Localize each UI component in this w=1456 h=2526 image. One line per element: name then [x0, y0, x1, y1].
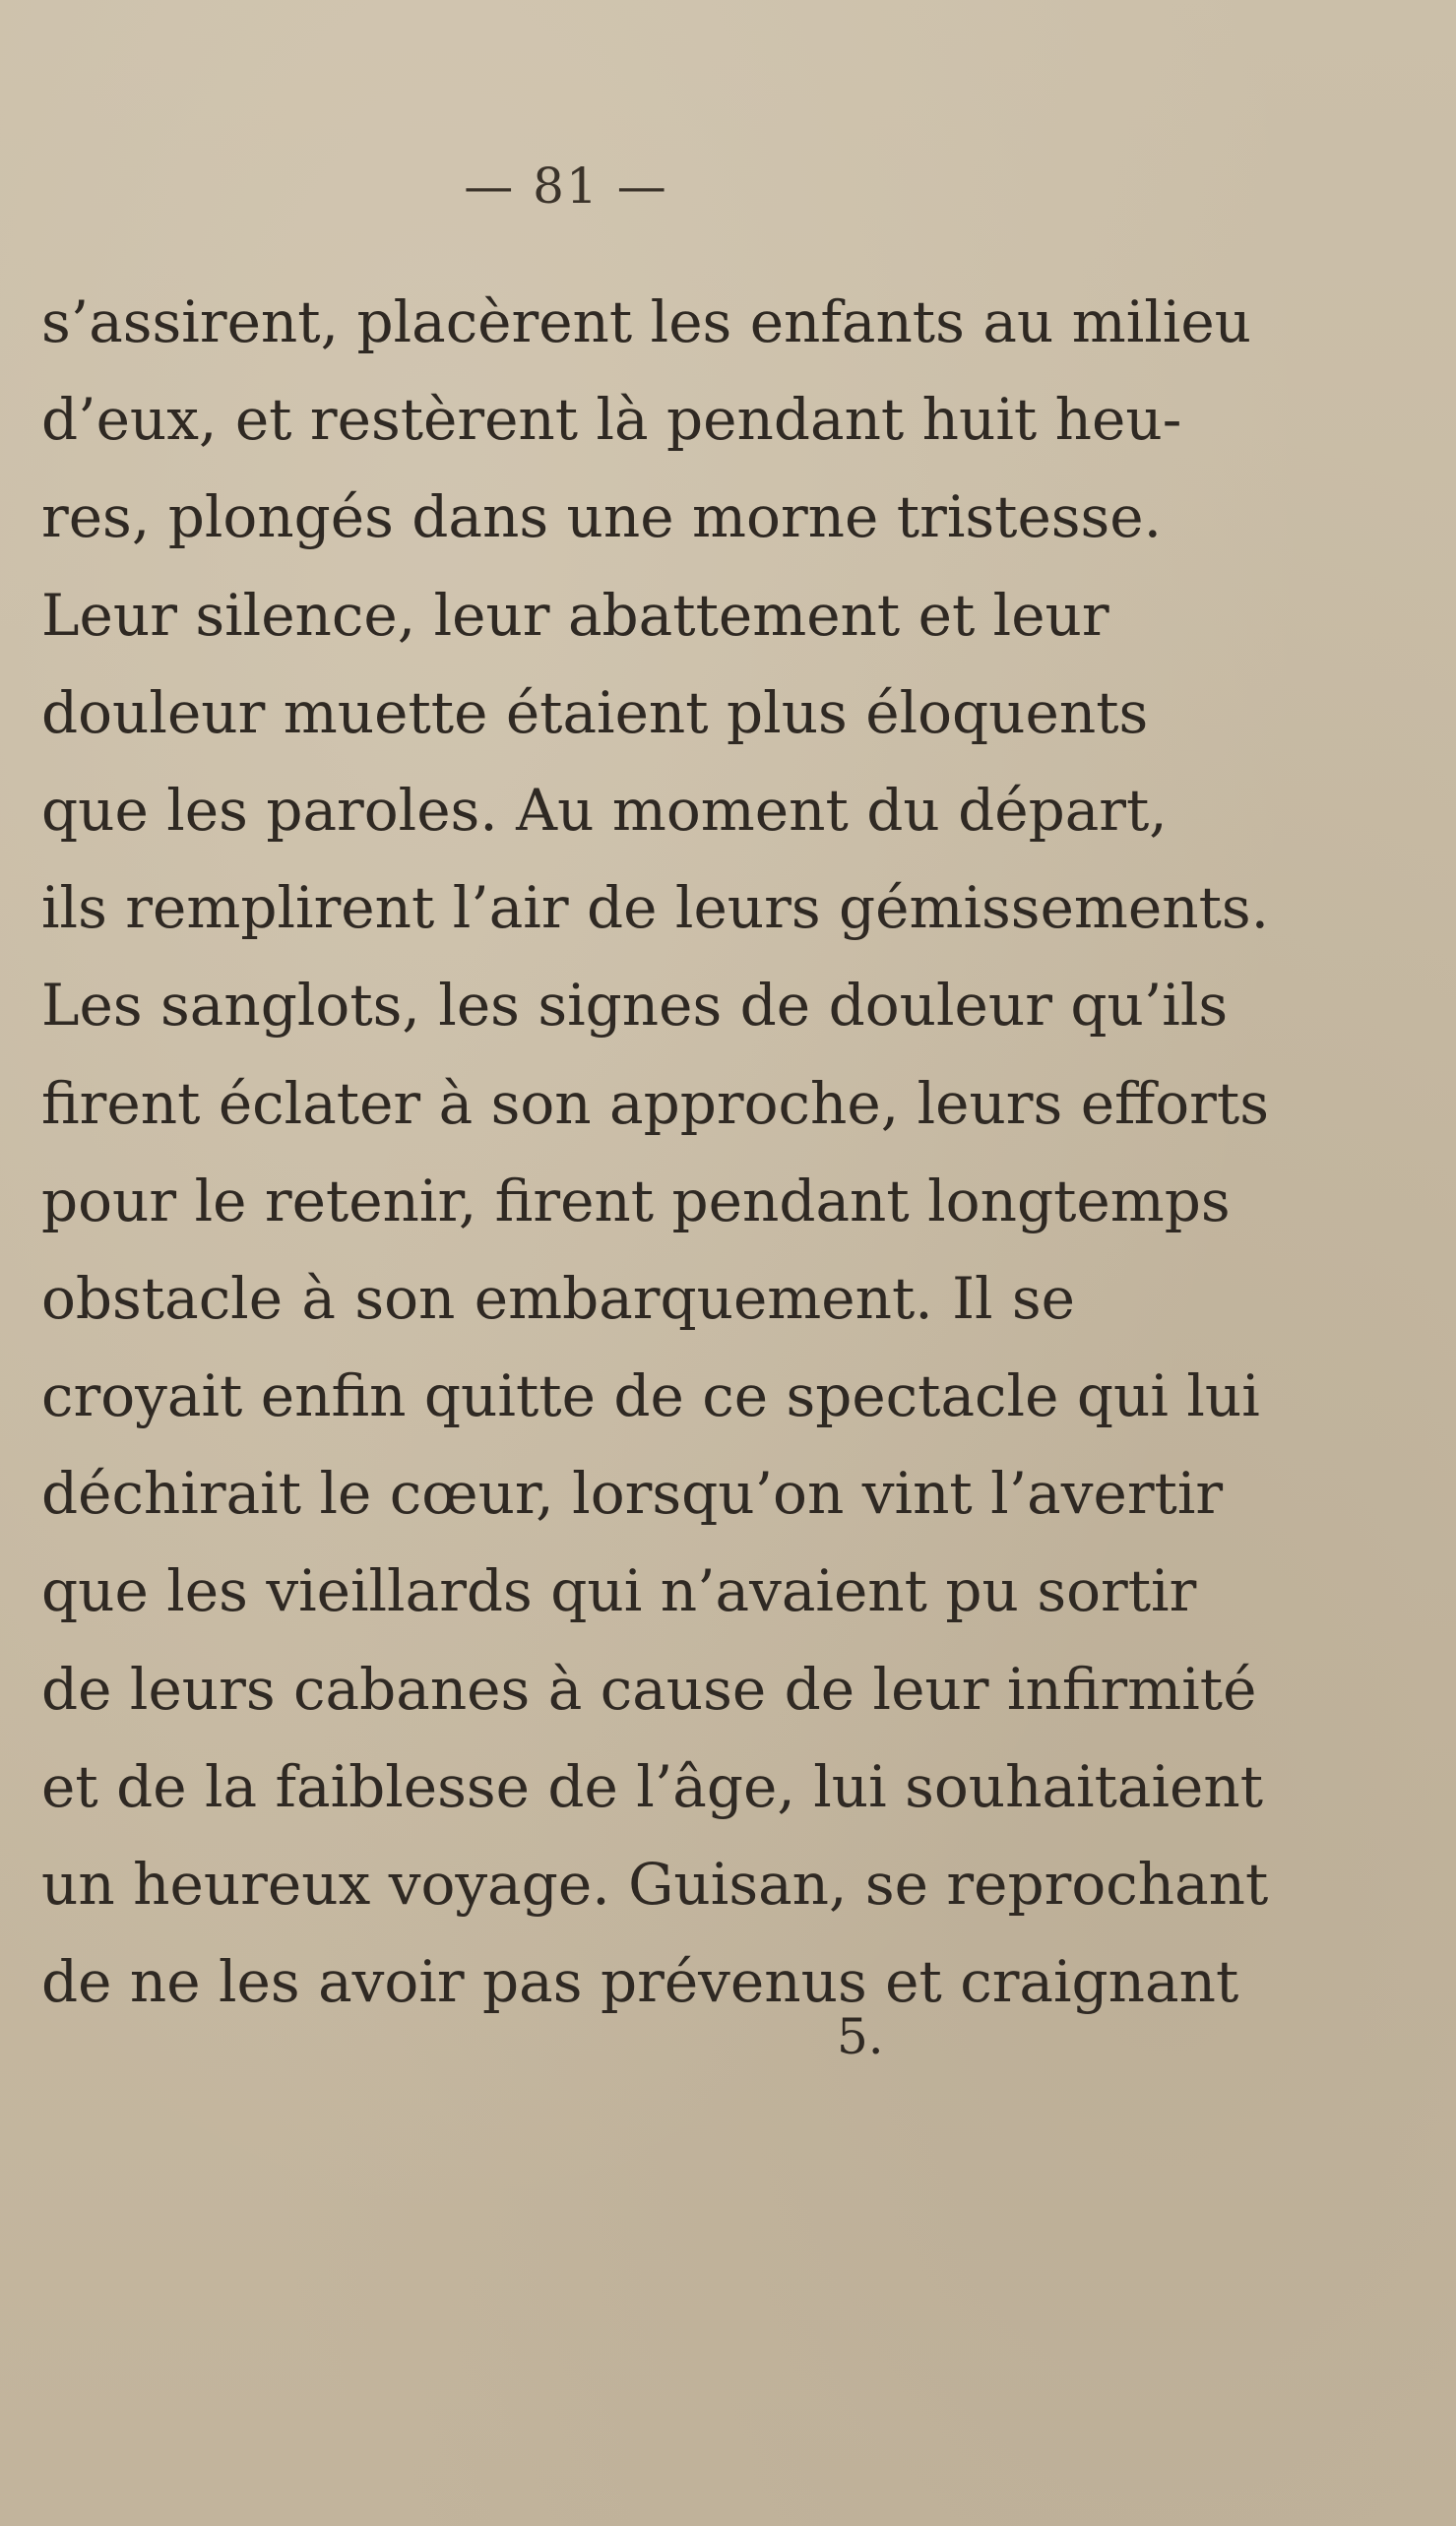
signature-mark: 5.	[837, 2008, 884, 2065]
text-line-5: douleur muette étaient plus éloquents	[41, 678, 1149, 746]
text-line-16: et de la faiblesse de l’âge, lui souhaitaient	[41, 1752, 1264, 1820]
text-line-7: ils remplirent l’air de leurs gémissements.	[41, 874, 1270, 942]
text-line-10: pour le retenir, firent pendant longtemps	[41, 1167, 1231, 1234]
text-line-12: croyait enfin quitte de ce spectacle qui lui	[41, 1362, 1260, 1430]
text-line-2: d’eux, et restèrent là pendant huit heu-	[41, 386, 1182, 454]
text-line-6: que les paroles. Au moment du départ,	[41, 776, 1168, 844]
text-line-4: Leur silence, leur abattement et leur	[41, 581, 1109, 649]
text-line-17: un heureux voyage. Guisan, se reprochant	[41, 1851, 1269, 1918]
text-line-1: s’assirent, placèrent les enfants au milieu	[41, 288, 1252, 355]
text-line-15: de leurs cabanes à cause de leur infirmité	[41, 1655, 1257, 1723]
text-line-3: res, plongés dans une morne tristesse.	[41, 483, 1163, 551]
page-number-header: — 81 —	[464, 158, 668, 215]
text-line-13: déchirait le cœur, lorsqu’on vint l’avertir	[41, 1460, 1224, 1528]
body-text	[41, 274, 1270, 2031]
text-line-9: firent éclater à son approche, leurs efforts	[41, 1069, 1269, 1137]
text-line-8: Les sanglots, les signes de douleur qu’ils	[41, 972, 1229, 1040]
text-line-14: que les vieillards qui n’avaient pu sortir	[41, 1557, 1197, 1625]
text-line-18: de ne les avoir pas prévenus et craignant	[41, 1948, 1239, 2016]
text-line-11: obstacle à son embarquement. Il se	[41, 1264, 1075, 1332]
